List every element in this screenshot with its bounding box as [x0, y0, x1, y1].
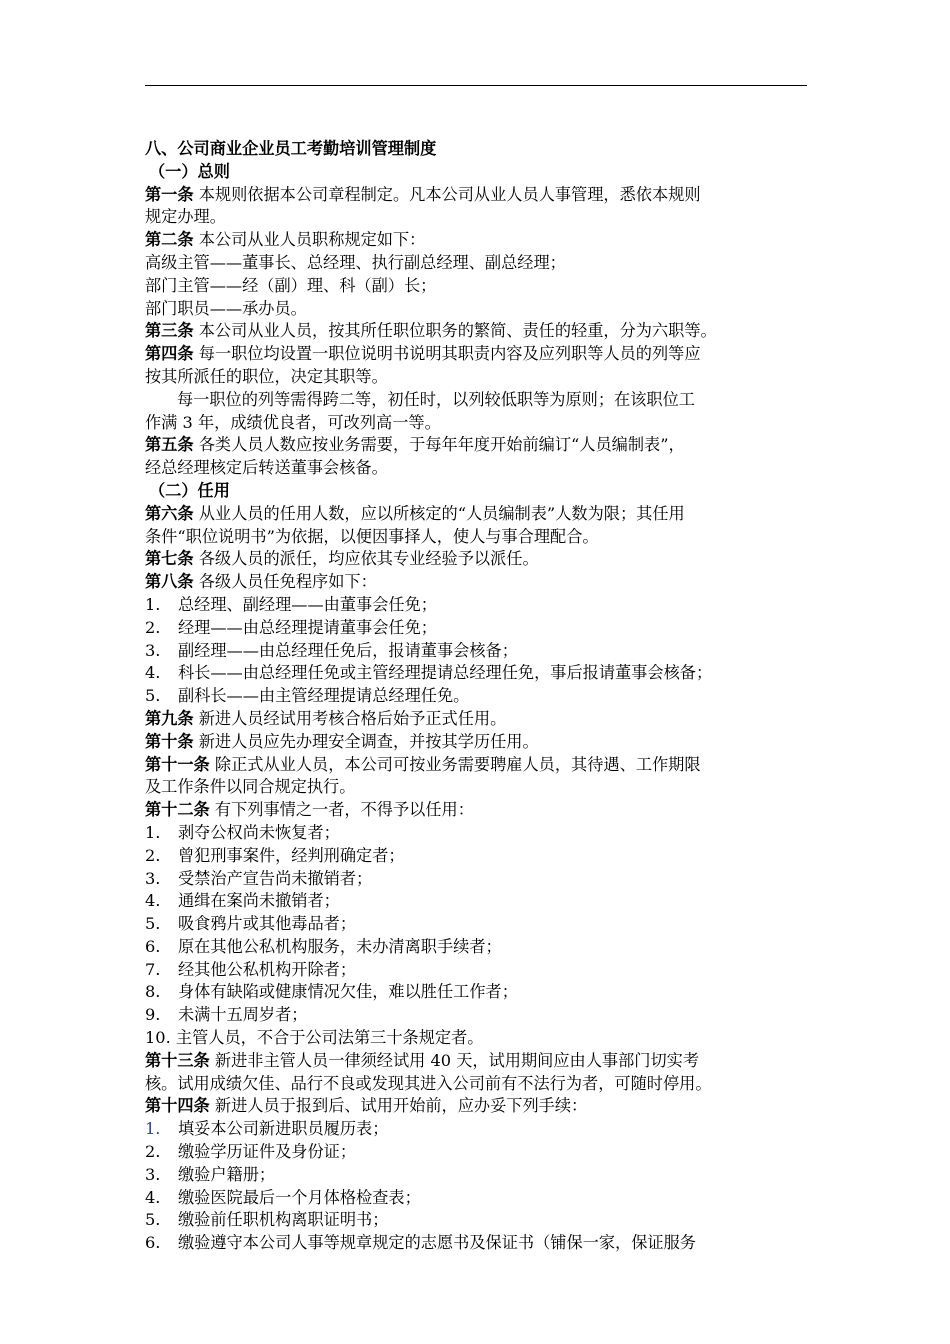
section-heading-appointment: （二）任用: [149, 480, 230, 500]
item-number: 5.: [145, 914, 161, 934]
article-6: [145, 503, 820, 526]
article-3: [145, 320, 820, 343]
item-number: 1.: [145, 1119, 161, 1139]
article-12: [145, 799, 820, 822]
item-text: 曾犯刑事案件，经判刑确定者；: [178, 845, 405, 865]
article-4-paragraph: 每一职位的列等需得跨二等，初任时，以列较低职等为原则；在该职位工: [177, 389, 695, 409]
list-item: [145, 1187, 820, 1210]
list-item: [145, 1141, 820, 1164]
article-label: 第五条: [145, 435, 194, 455]
article-text: 新进人员于报到后、试用开始前，应办妥下列手续：: [209, 1096, 588, 1116]
item-number: 3.: [145, 868, 161, 888]
article-9: [145, 708, 820, 731]
article-7: [145, 548, 820, 571]
article-label: 第三条: [145, 321, 194, 341]
item-text: 吸食鸦片或其他毒品者；: [178, 914, 357, 934]
item-number: 4.: [145, 663, 161, 683]
article-2: [145, 229, 820, 252]
header-rule: [145, 85, 807, 86]
item-number: 7.: [145, 959, 161, 979]
article-text: 各级人员的派任，均应依其专业经验予以派任。: [193, 549, 539, 569]
item-text: 身体有缺陷或健康情况欠佳，难以胜任工作者；: [178, 982, 518, 1002]
list-item: [145, 868, 820, 891]
item-text: 副经理——由总经理任免后，报请董事会核备；: [178, 640, 518, 660]
article-text: 各级人员任免程序如下：: [193, 572, 377, 592]
item-text: 未满十五周岁者；: [178, 1005, 308, 1025]
article-1-cont: 规定办理。: [145, 207, 226, 227]
article-text: 各类人员人数应按业务需要，于每年年度开始前编订“人员编制表”，: [193, 435, 685, 455]
article-label: 第十一条: [145, 754, 210, 774]
item-number: 3.: [145, 1164, 161, 1184]
list-item: [145, 981, 820, 1004]
article-label: 第十条: [145, 731, 194, 751]
article-text: 有下列事情之一者，不得予以任用：: [209, 800, 474, 820]
article-2-line: 高级主管——董事长、总经理、执行副总经理、副总经理；: [145, 252, 566, 272]
article-8: [145, 571, 820, 594]
article-13-cont: 核。试用成绩欠佳、品行不良或发现其进入公司前有不法行为者，可随时停用。: [145, 1073, 712, 1093]
article-label: 第十四条: [145, 1096, 210, 1116]
article-label: 第九条: [145, 708, 194, 728]
item-text: 缴验前任职机构离职证明书；: [178, 1210, 389, 1230]
article-4-cont: 作满 3 年，成绩优良者，可改列高一等。: [145, 412, 441, 432]
article-label: 第四条: [145, 344, 194, 364]
article-label: 第七条: [145, 549, 194, 569]
article-11: [145, 754, 820, 777]
article-13: [145, 1050, 820, 1073]
list-item: [145, 1164, 820, 1187]
item-text: 缴验医院最后一个月体格检查表；: [178, 1187, 421, 1207]
item-number: 5.: [145, 686, 161, 706]
article-4: [145, 343, 820, 366]
item-number: 4.: [145, 891, 161, 911]
list-item: [145, 1232, 820, 1255]
article-text: 新进人员经试用考核合格后始予正式任用。: [193, 708, 507, 728]
item-number: 9.: [145, 1005, 161, 1025]
list-item: [145, 617, 820, 640]
item-number: 8.: [145, 982, 161, 1002]
list-item: [145, 959, 820, 982]
list-item: 10. 主管人员，不合于公司法第三十条规定者。: [145, 1028, 484, 1048]
list-item: [145, 822, 820, 845]
article-10: [145, 731, 820, 754]
list-item: [145, 845, 820, 868]
item-text: 原在其他公私机构服务，未办清离职手续者；: [178, 936, 502, 956]
article-text: 每一职位均设置一职位说明书说明其职责内容及应列职等人员的列等应: [193, 344, 701, 364]
list-item: [145, 913, 820, 936]
item-text: 缴验学历证件及身份证；: [178, 1142, 357, 1162]
article-text: 除正式从业人员，本公司可按业务需要聘雇人员，其待遇、工作期限: [209, 754, 701, 774]
list-item: [145, 1004, 820, 1027]
list-item: [145, 1118, 820, 1141]
article-1: [145, 184, 820, 207]
list-item: [145, 685, 820, 708]
article-text: 新进人员应先办理安全调查，并按其学历任用。: [193, 731, 539, 751]
article-label: 第十二条: [145, 800, 210, 820]
item-number: 2.: [145, 1142, 161, 1162]
article-2-line: 部门主管——经（副）理、科（副）长；: [145, 275, 437, 295]
item-number: 4.: [145, 1187, 161, 1207]
list-item: [145, 890, 820, 913]
list-item: [145, 1209, 820, 1232]
item-number: 2.: [145, 845, 161, 865]
item-number: 1.: [145, 594, 161, 614]
list-item: [145, 640, 820, 663]
item-number: 6.: [145, 1233, 161, 1253]
article-text: 本公司从业人员，按其所任职位职务的繁简、责任的轻重，分为六职等。: [193, 321, 717, 341]
item-text: 剥夺公权尚未恢复者；: [178, 822, 340, 842]
article-6-cont: 条件“职位说明书”为依据，以便因事择人，使人与事合理配合。: [145, 526, 599, 546]
item-text: 受禁治产宣告尚未撤销者；: [178, 868, 373, 888]
article-4-cont: 按其所派任的职位，决定其职等。: [145, 366, 388, 386]
article-label: 第十三条: [145, 1050, 210, 1070]
item-number: 6.: [145, 936, 161, 956]
article-text: 本公司从业人员职称规定如下：: [193, 230, 426, 250]
article-text: 新进非主管人员一律须经试用 40 天，试用期间应由人事部门切实考: [209, 1050, 700, 1070]
section-heading-general: （一）总则: [149, 161, 230, 181]
item-number: 5.: [145, 1210, 161, 1230]
article-text: 从业人员的任用人数，应以所核定的“人员编制表”人数为限；其任用: [193, 503, 685, 523]
item-text: 经理——由总经理提请董事会任免；: [178, 617, 437, 637]
item-text: 副科长——由主管经理提请总经理任免。: [178, 686, 470, 706]
article-5: [145, 434, 820, 457]
article-label: 第六条: [145, 503, 194, 523]
item-text: 通缉在案尚未撤销者；: [178, 891, 340, 911]
item-text: 填妥本公司新进职员履历表；: [178, 1119, 389, 1139]
document-title: 八、公司商业企业员工考勤培训管理制度: [145, 139, 437, 158]
list-item: [145, 662, 820, 685]
item-text: 缴验遵守本公司人事等规章规定的志愿书及保证书（铺保一家，保证服务: [178, 1233, 696, 1253]
article-5-cont: 经总经理核定后转送董事会核备。: [145, 458, 388, 478]
article-2-line: 部门职员——承办员。: [145, 298, 307, 318]
item-number: 3.: [145, 640, 161, 660]
article-label: 第一条: [145, 184, 194, 204]
list-item: [145, 594, 820, 617]
article-text: 本规则依据本公司章程制定。凡本公司从业人员人事管理，悉依本规则: [193, 184, 701, 204]
article-label: 第八条: [145, 572, 194, 592]
item-text: 缴验户籍册；: [178, 1164, 276, 1184]
article-11-cont: 及工作条件以同合规定执行。: [145, 777, 356, 797]
item-number: 1.: [145, 822, 161, 842]
item-text: 科长——由总经理任免或主管经理提请总经理任免，事后报请董事会核备；: [178, 663, 713, 683]
item-text: 经其他公私机构开除者；: [178, 959, 357, 979]
document-body: [145, 138, 820, 1255]
article-14: [145, 1095, 820, 1118]
article-label: 第二条: [145, 230, 194, 250]
item-number: 2.: [145, 617, 161, 637]
list-item: [145, 936, 820, 959]
item-text: 总经理、副经理——由董事会任免；: [178, 594, 437, 614]
